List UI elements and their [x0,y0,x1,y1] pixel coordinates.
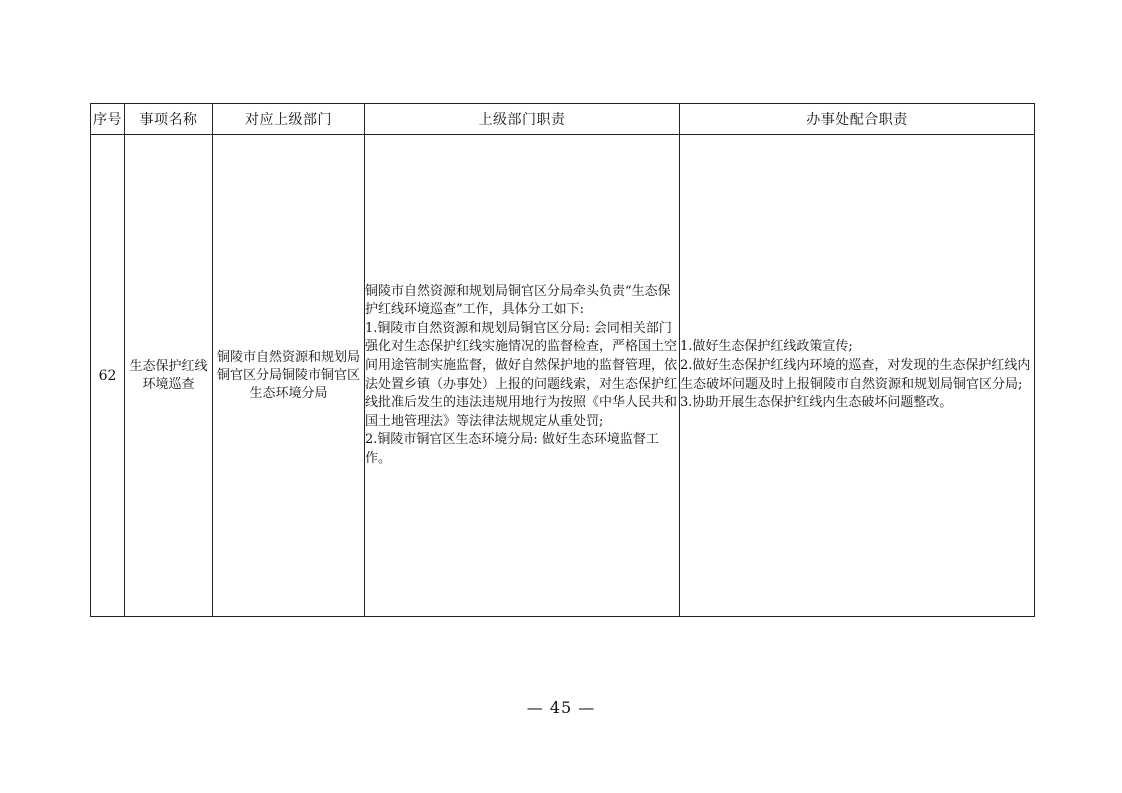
upper-duty-item-2: 2.铜陵市铜官区生态环境分局: 做好生态环境监督工作。 [365,432,659,466]
header-upper-dept: 对应上级部门 [213,104,365,135]
upper-duty-intro: 铜陵市自然资源和规划局铜官区分局牵头负责“生态保护红线环境巡查”工作，具体分工如下: [365,283,671,318]
header-upper-duty: 上级部门职责 [365,104,680,135]
duty-table [90,103,1035,617]
upper-duty-item-1: 1.铜陵市自然资源和规划局铜官区分局: 会同相关部门强化对生态保护红线实施情况的监督检查，严格国土空间用途管制实施监督，做好自然保护地的监督管理，依法处置乡镇（办事处）上报的问题线索，对生态保护红线批准后发生的违法违规用地行为按照《中华人民共和国土地管理法》等法律法规规定从重处罚; [365,320,678,429]
cell-upper-duty [365,135,680,617]
page-number: — 45 — [526,698,596,717]
cell-no: 62 [91,135,125,617]
header-no: 序号 [91,104,125,135]
office-duty-item-2: 2.做好生态保护红线内环境的巡查，对发现的生态保护红线内生态破坏问题及时上报铜陵市自然资源和规划局铜官区分局; [680,357,1031,392]
cell-item-name: 生态保护红线环境巡查 [125,135,213,617]
header-item-name: 事项名称 [125,104,213,135]
office-duty-item-1: 1.做好生态保护红线政策宣传; [680,339,853,355]
cell-office-duty [680,135,1035,617]
cell-upper-dept: 铜陵市自然资源和规划局铜官区分局铜陵市铜官区生态环境分局 [213,135,365,617]
table-row [91,135,1035,617]
table-header-row [91,104,1035,135]
header-office-duty: 办事处配合职责 [680,104,1035,135]
office-duty-item-3: 3.协助开展生态保护红线内生态破坏问题整改。 [680,395,953,411]
